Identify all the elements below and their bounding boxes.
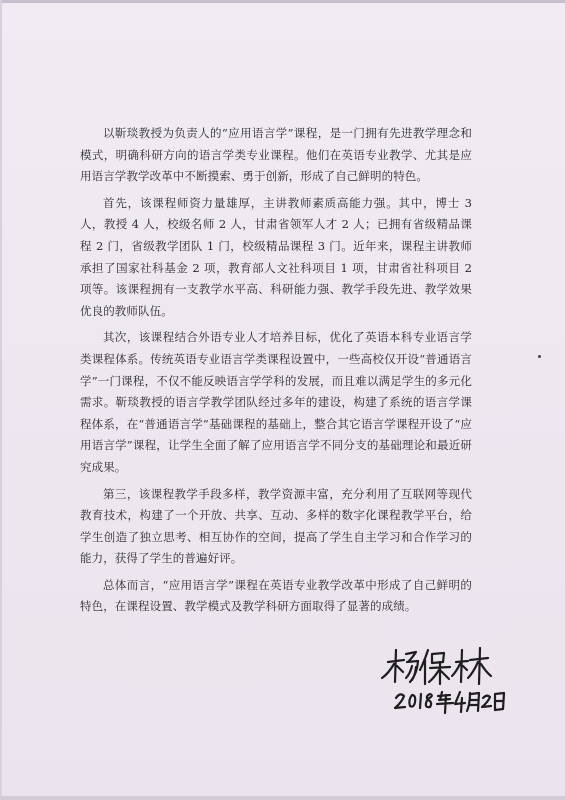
scan-edge-left <box>0 0 2 800</box>
scan-edge-top <box>0 0 565 3</box>
signature-drawing <box>370 640 510 720</box>
paragraph-faculty: 首先，该课程师资力量雄厚，主讲教师素质高能力强。其中，博士 3 人，教授 4 人，校级名师 2 人，甘肃省领军人才 2 人；已拥有省级精品课程 2 门，省级教学团队 1 门，校级精品课程 3 门。近年来，课程主讲教师承担了国家社科基金 2 项，教育部人文社科项目 1 项，甘肃省社科项目 2 项等。该课程拥有一支教学水平高、科研能力强、教学手段先进、教学效果优良的教师队伍。 <box>80 195 472 318</box>
scan-speck <box>538 355 541 358</box>
letter-body <box>80 123 472 623</box>
handwritten-signature <box>370 640 510 720</box>
paragraph-curriculum: 其次，该课程结合外语专业人才培养目标，优化了英语本科专业语言学类课程体系。传统英语专业语言学类课程设置中，一些高校仅开设“普通语言学”一门课程，不仅不能反映语言学学科的发展，而且难以满足学生的多元化需求。靳琰教授的语言学教学团队经过多年的建设，构建了系统的语言学课程体系，在“普通语言学”基础课程的基础上，整合其它语言学课程开设了“应用语言学”课程，让学生全面了解了应用语言学不同分支的基础理论和最近研究成果。 <box>80 330 472 474</box>
paragraph-intro: 以靳琰教授为负责人的“应用语言学”课程，是一门拥有先进教学理念和模式，明确科研方向的语言学类专业课程。他们在英语专业教学、尤其是应用语言学教学改革中不断摸索、勇于创新，形成了自己鲜明的特色。 <box>80 126 472 184</box>
paragraph-teaching-methods: 第三，该课程教学手段多样，教学资源丰富，充分利用了互联网等现代教育技术，构建了一个开放、共享、互动、多样的数字化课程教学平台，给学生创造了独立思考、相互协作的空间，提高了学生自主学习和合作学习的能力，获得了学生的普遍好评。 <box>80 486 472 566</box>
scan-edge-bottom <box>0 796 565 800</box>
paragraph-conclusion: 总体而言，“应用语言学”课程在英语专业教学改革中形成了自己鲜明的特色，在课程设置、教学模式及教学科研方面取得了显著的成绩。 <box>80 577 472 614</box>
